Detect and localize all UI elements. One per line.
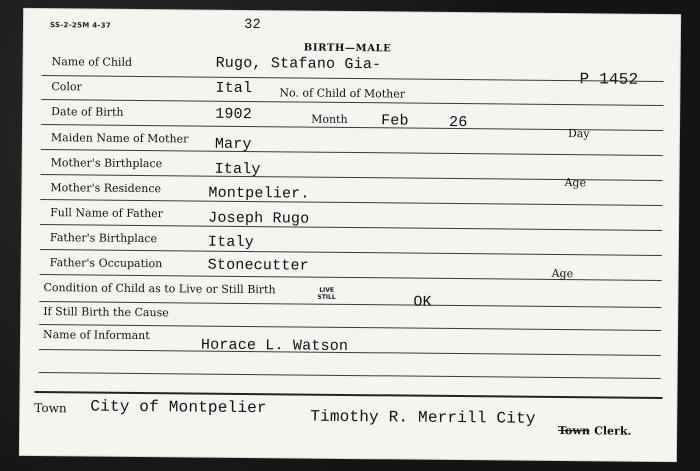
- fathers-occupation-label: Father's Occupation: [49, 256, 163, 271]
- number-of-child-label: No. of Child of Mother: [279, 86, 406, 101]
- mothers-residence-label: Mother's Residence: [50, 181, 162, 196]
- informant-value: Horace L. Watson: [200, 336, 349, 355]
- birth-record-card: [20, 9, 680, 461]
- live-option: LIVE: [319, 286, 335, 294]
- month-label: Month: [311, 112, 348, 126]
- color-value: Ital: [215, 79, 253, 98]
- day-label: Day: [567, 127, 590, 141]
- town-value: City of Montpelier: [90, 397, 267, 418]
- mothers-birthplace-value: Italy: [214, 160, 261, 179]
- birth-month-value: Feb: [381, 112, 409, 130]
- clerk-label: Clerk.: [594, 424, 632, 438]
- fathers-occupation-value: Stonecutter: [207, 256, 309, 275]
- mothers-residence-value: Montpelier.: [208, 184, 310, 203]
- mothers-age-label: Age: [564, 176, 587, 190]
- fathers-birthplace-label: Father's Birthplace: [49, 231, 158, 246]
- still-birth-cause-label: If Still Birth the Cause: [43, 305, 169, 320]
- card-heading: BIRTH—MALE: [303, 42, 392, 55]
- condition-label: Condition of Child as to Live or Still Birth: [43, 281, 276, 297]
- clerk-name-value: Timothy R. Merrill City: [310, 407, 536, 428]
- town-struck-word: Town: [558, 424, 590, 438]
- fathers-birthplace-value: Italy: [207, 233, 255, 252]
- maiden-name-value: Mary: [214, 135, 252, 154]
- condition-value: OK: [413, 293, 432, 311]
- father-name-label: Full Name of Father: [50, 206, 164, 221]
- name-of-child-value: Rugo, Stafano Gia-: [215, 54, 382, 74]
- date-of-birth-label: Date of Birth: [51, 105, 124, 119]
- color-label: Color: [51, 80, 82, 94]
- fathers-age-label: Age: [551, 266, 574, 281]
- page-number: P 1452: [579, 70, 639, 89]
- maiden-name-label: Maiden Name of Mother: [50, 131, 189, 146]
- serial-number: 32: [243, 16, 261, 34]
- birth-year-value: 1902: [215, 105, 253, 124]
- form-code: SS-2-25M 4-37: [49, 21, 112, 30]
- birth-day-value: 26: [449, 113, 468, 132]
- town-label: Town: [34, 400, 67, 416]
- informant-label: Name of Informant: [42, 328, 150, 343]
- live-still-options: [317, 287, 335, 301]
- name-of-child-label: Name of Child: [51, 55, 133, 69]
- still-option: STILL: [317, 293, 336, 301]
- mothers-birthplace-label: Mother's Birthplace: [50, 156, 163, 171]
- father-name-value: Joseph Rugo: [208, 209, 310, 228]
